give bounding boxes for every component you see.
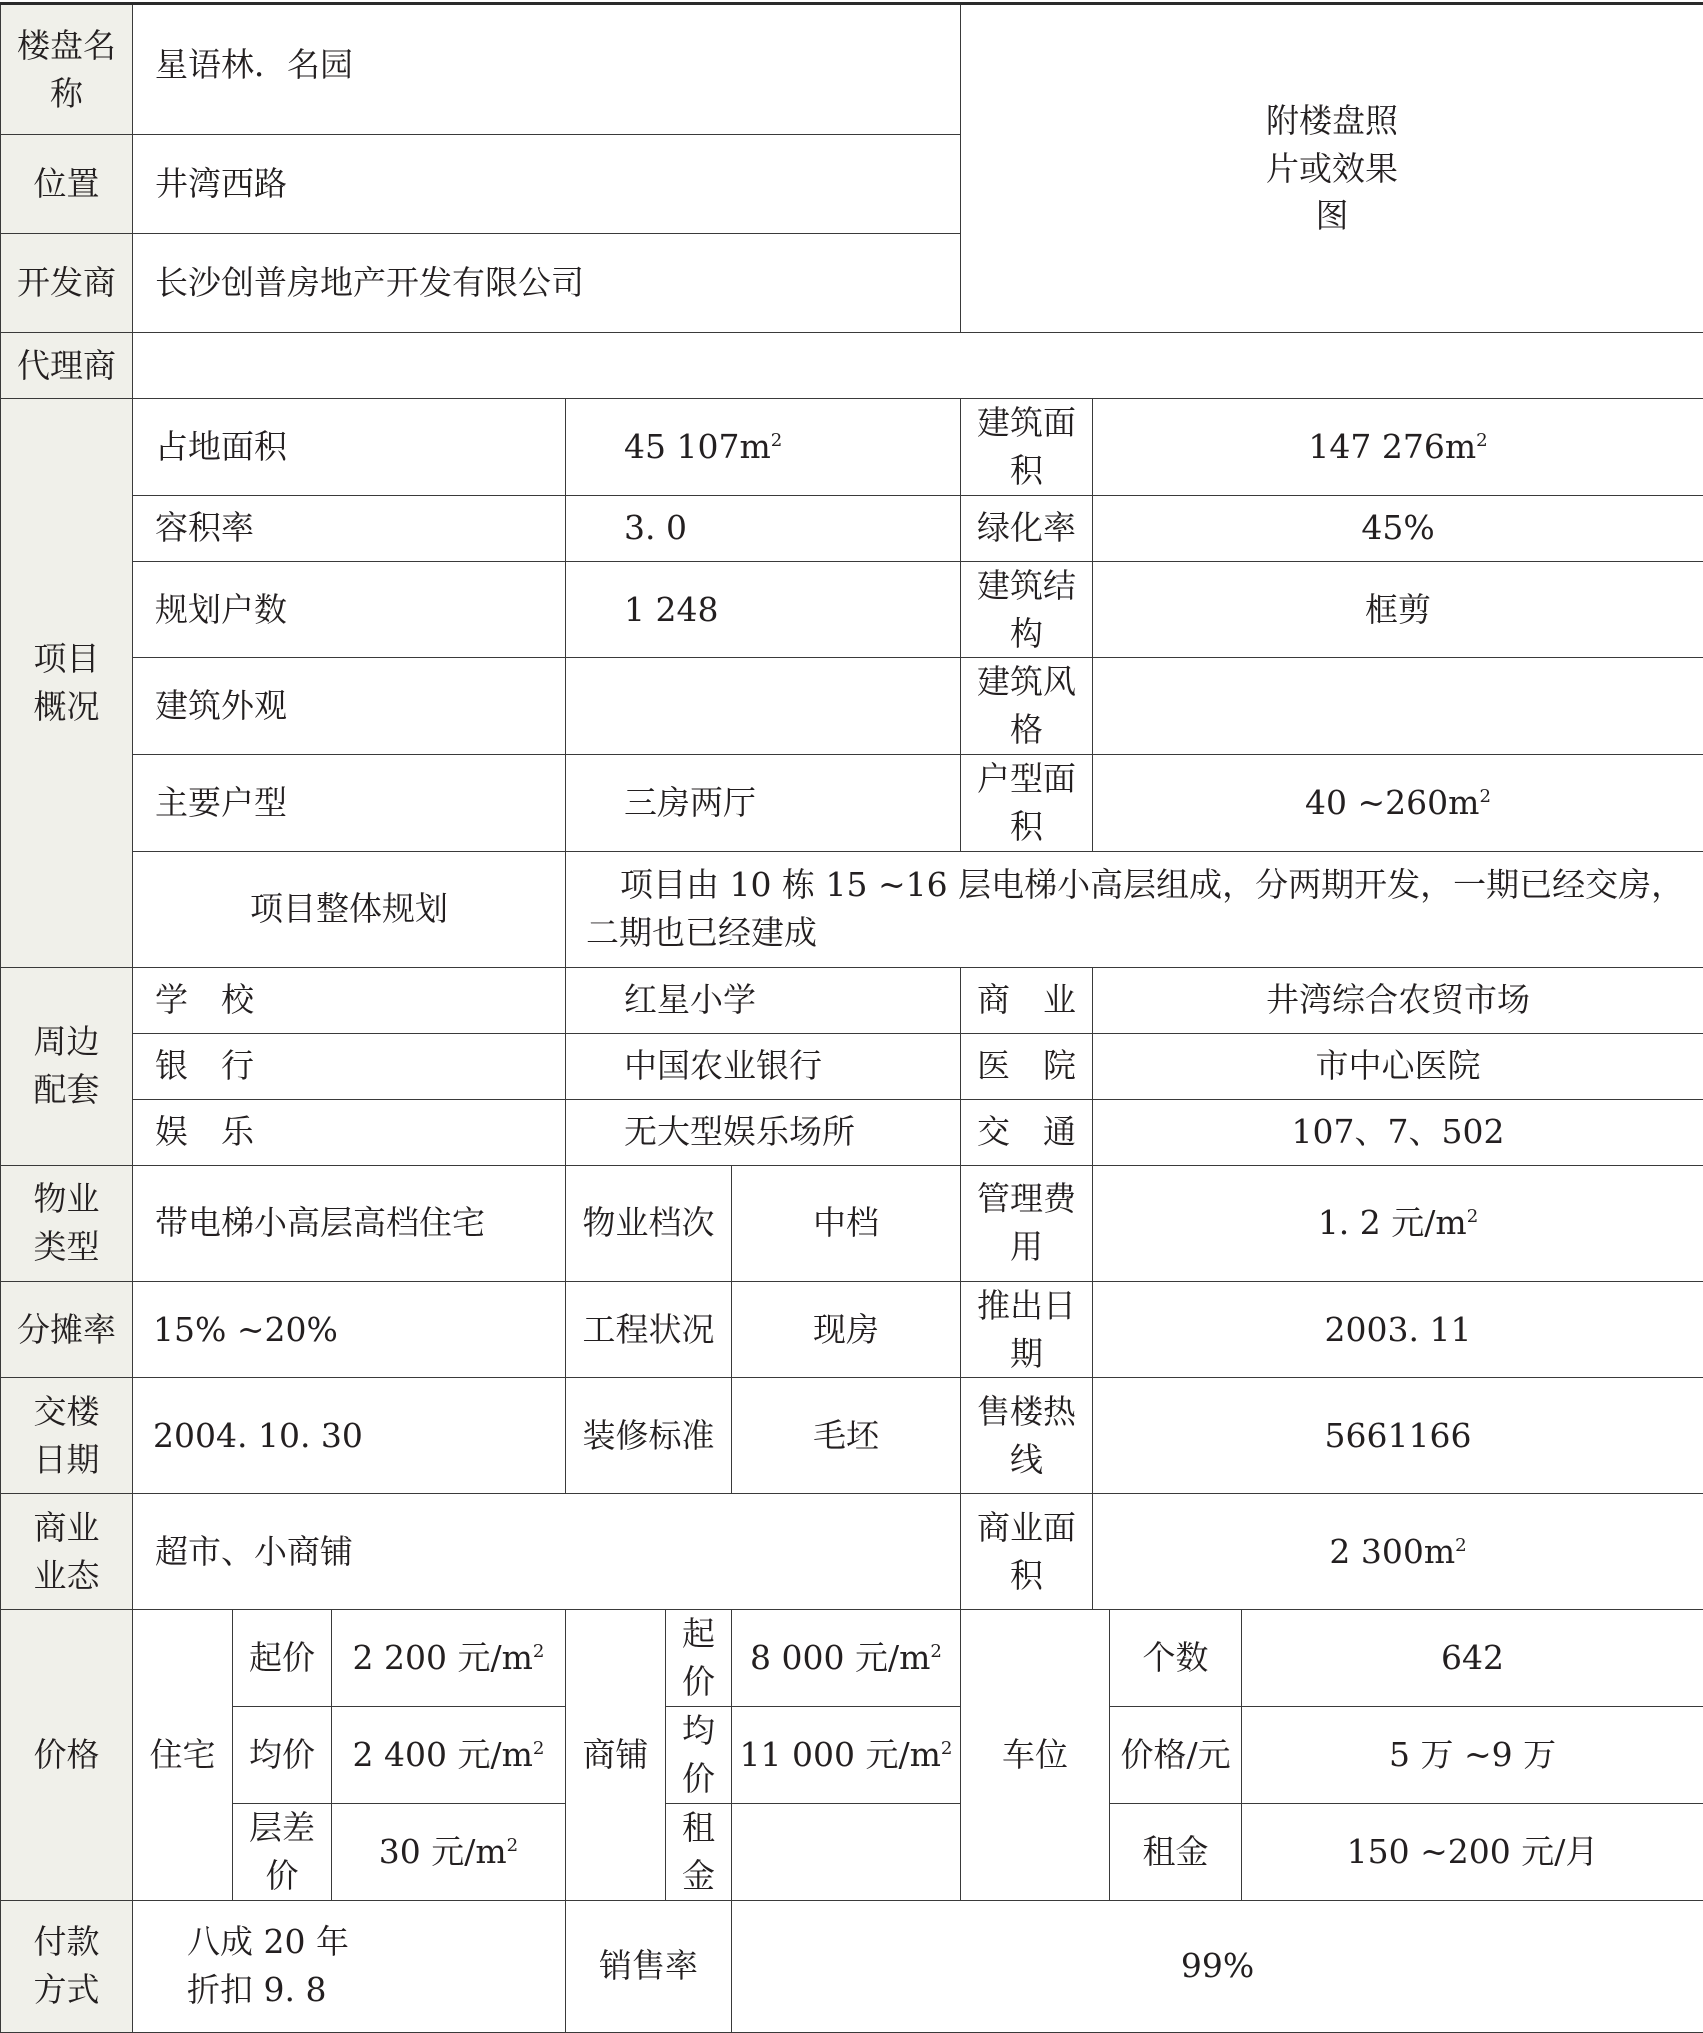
- land-area-text: 45 107m: [624, 427, 771, 466]
- entertainment-value: 无大型娱乐场所: [566, 1099, 961, 1165]
- shop-rent-label: 租金: [666, 1803, 732, 1900]
- floor-area-sup: 2: [1476, 430, 1488, 451]
- payment-label-text: 付款方式: [32, 1918, 102, 2014]
- overview-label: [1, 399, 133, 968]
- business-type-label: [1, 1494, 133, 1610]
- shop-start-sup: 2: [930, 1641, 942, 1662]
- res-floor-diff-label: 层差价: [233, 1803, 332, 1900]
- photo-placeholder: [961, 4, 1703, 333]
- sales-rate-label: 销售率: [566, 1900, 732, 2032]
- payment-line-2: 折扣 9. 8: [187, 1966, 559, 2014]
- developer-label: 开发商: [1, 234, 133, 333]
- parking-price-label: 价格/元: [1110, 1707, 1242, 1804]
- plan-text: 项目由 10 栋 15 ~16 层电梯小高层组成，分两期开发，一期已经交房，二期也已经建成: [586, 861, 1697, 957]
- traffic-label: 交 通: [961, 1099, 1093, 1165]
- location-value: 井湾西路: [133, 135, 961, 234]
- appearance-label: 建筑外观: [133, 658, 566, 755]
- floor-area-text: 147 276m: [1308, 427, 1476, 466]
- res-avg-sup: 2: [533, 1738, 545, 1759]
- payment-line-1: 八成 20 年: [187, 1918, 559, 1966]
- hospital-value: 市中心医院: [1093, 1033, 1703, 1099]
- unit-area-sup: 2: [1479, 786, 1491, 807]
- res-floor-diff-text: 30 元/m: [379, 1832, 507, 1871]
- parking-count-label: 个数: [1110, 1610, 1242, 1707]
- commerce-value: 井湾综合农贸市场: [1093, 967, 1703, 1033]
- households-label: 规划户数: [133, 561, 566, 658]
- management-fee-value: [1093, 1165, 1703, 1281]
- shop-avg-label: 均价: [666, 1707, 732, 1804]
- photo-note: 附楼盘照片或效果图: [1252, 97, 1412, 241]
- res-floor-diff-sup: 2: [507, 1835, 519, 1856]
- plan-label: 项目整体规划: [133, 851, 566, 967]
- management-fee-sup: 2: [1467, 1206, 1479, 1227]
- shop-avg-text: 11 000 元/m: [740, 1735, 941, 1774]
- traffic-value: 107、7、502: [1093, 1099, 1703, 1165]
- parking-label: 车位: [961, 1610, 1110, 1900]
- sales-hotline-value: 5661166: [1093, 1378, 1703, 1494]
- shop-rent-value: [732, 1803, 961, 1900]
- shop-avg-sup: 2: [941, 1738, 953, 1759]
- payment-value: [133, 1900, 566, 2032]
- shop-label: 商铺: [566, 1610, 666, 1900]
- management-fee-text: 1. 2 元/m: [1318, 1203, 1467, 1242]
- land-area-value: [566, 399, 961, 496]
- unit-area-label: 户型面积: [961, 755, 1093, 852]
- delivery-date-label: [1, 1378, 133, 1494]
- unit-area-text: 40 ~260m: [1305, 783, 1479, 822]
- developer-value: 长沙创普房地产开发有限公司: [133, 234, 961, 333]
- style-value: [1093, 658, 1703, 755]
- property-grade-value: 中档: [732, 1165, 961, 1281]
- name-label: 楼盘名称: [1, 4, 133, 135]
- property-info-table: [0, 2, 1703, 2033]
- res-avg-text: 2 400 元/m: [353, 1735, 533, 1774]
- business-area-text: 2 300m: [1329, 1532, 1455, 1571]
- land-area-sup: 2: [771, 430, 783, 451]
- main-layout-label: 主要户型: [133, 755, 566, 852]
- appearance-value: [566, 658, 961, 755]
- management-fee-label: 管理费用: [961, 1165, 1093, 1281]
- location-label: 位置: [1, 135, 133, 234]
- bank-label: 银 行: [133, 1033, 566, 1099]
- residential-label: 住宅: [133, 1610, 233, 1900]
- launch-date-value: 2003. 11: [1093, 1281, 1703, 1378]
- business-area-label: 商业面积: [961, 1494, 1093, 1610]
- main-layout-value: 三房两厅: [566, 755, 961, 852]
- res-floor-diff-value: [332, 1803, 566, 1900]
- launch-date-label: 推出日期: [961, 1281, 1093, 1378]
- surroundings-label: [1, 967, 133, 1165]
- plot-ratio-value: 3. 0: [566, 495, 961, 561]
- floor-area-value: [1093, 399, 1703, 496]
- entertainment-label: 娱 乐: [133, 1099, 566, 1165]
- shop-start-text: 8 000 元/m: [750, 1638, 930, 1677]
- structure-label: 建筑结构: [961, 561, 1093, 658]
- property-type-label-text: 物业类型: [32, 1175, 102, 1271]
- parking-count-value: 642: [1242, 1610, 1703, 1707]
- sales-hotline-label: 售楼热线: [961, 1378, 1093, 1494]
- share-rate-value: 15% ~20%: [133, 1281, 566, 1378]
- res-avg-value: [332, 1707, 566, 1804]
- res-start-label: 起价: [233, 1610, 332, 1707]
- name-value: 星语林．名园: [133, 4, 961, 135]
- agent-label: 代理商: [1, 333, 133, 399]
- surroundings-label-text: 周边配套: [32, 1018, 102, 1114]
- res-start-sup: 2: [533, 1641, 545, 1662]
- share-rate-label: 分摊率: [1, 1281, 133, 1378]
- payment-label: [1, 1900, 133, 2032]
- project-status-label: 工程状况: [566, 1281, 732, 1378]
- property-type-value: 带电梯小高层高档住宅: [133, 1165, 566, 1281]
- sales-rate-value: 99%: [732, 1900, 1703, 2032]
- plan-value: [566, 851, 1703, 967]
- shop-start-value: [732, 1610, 961, 1707]
- school-label: 学 校: [133, 967, 566, 1033]
- floor-area-label: 建筑面积: [961, 399, 1093, 496]
- res-start-text: 2 200 元/m: [353, 1638, 533, 1677]
- commerce-label: 商 业: [961, 967, 1093, 1033]
- hospital-label: 医 院: [961, 1033, 1093, 1099]
- delivery-date-label-text: 交楼日期: [32, 1388, 102, 1484]
- project-status-value: 现房: [732, 1281, 961, 1378]
- bank-value: 中国农业银行: [566, 1033, 961, 1099]
- parking-price-value: 5 万 ~9 万: [1242, 1707, 1703, 1804]
- structure-value: 框剪: [1093, 561, 1703, 658]
- price-label: 价格: [1, 1610, 133, 1900]
- green-ratio-label: 绿化率: [961, 495, 1093, 561]
- res-avg-label: 均价: [233, 1707, 332, 1804]
- decoration-label: 装修标准: [566, 1378, 732, 1494]
- delivery-date-value: 2004. 10. 30: [133, 1378, 566, 1494]
- households-value: 1 248: [566, 561, 961, 658]
- agent-value: [133, 333, 1703, 399]
- shop-start-label: 起价: [666, 1610, 732, 1707]
- business-area-value: [1093, 1494, 1703, 1610]
- green-ratio-value: 45%: [1093, 495, 1703, 561]
- parking-rent-value: 150 ~200 元/月: [1242, 1803, 1703, 1900]
- school-value: 红星小学: [566, 967, 961, 1033]
- property-type-label: [1, 1165, 133, 1281]
- overview-label-text: 项目概况: [32, 635, 102, 731]
- res-start-value: [332, 1610, 566, 1707]
- business-area-sup: 2: [1455, 1535, 1467, 1556]
- business-type-label-text: 商业业态: [32, 1504, 102, 1600]
- business-type-value: 超市、小商铺: [133, 1494, 961, 1610]
- parking-rent-label: 租金: [1110, 1803, 1242, 1900]
- style-label: 建筑风格: [961, 658, 1093, 755]
- decoration-value: 毛坯: [732, 1378, 961, 1494]
- unit-area-value: [1093, 755, 1703, 852]
- land-area-label: 占地面积: [133, 399, 566, 496]
- property-grade-label: 物业档次: [566, 1165, 732, 1281]
- shop-avg-value: [732, 1707, 961, 1804]
- plot-ratio-label: 容积率: [133, 495, 566, 561]
